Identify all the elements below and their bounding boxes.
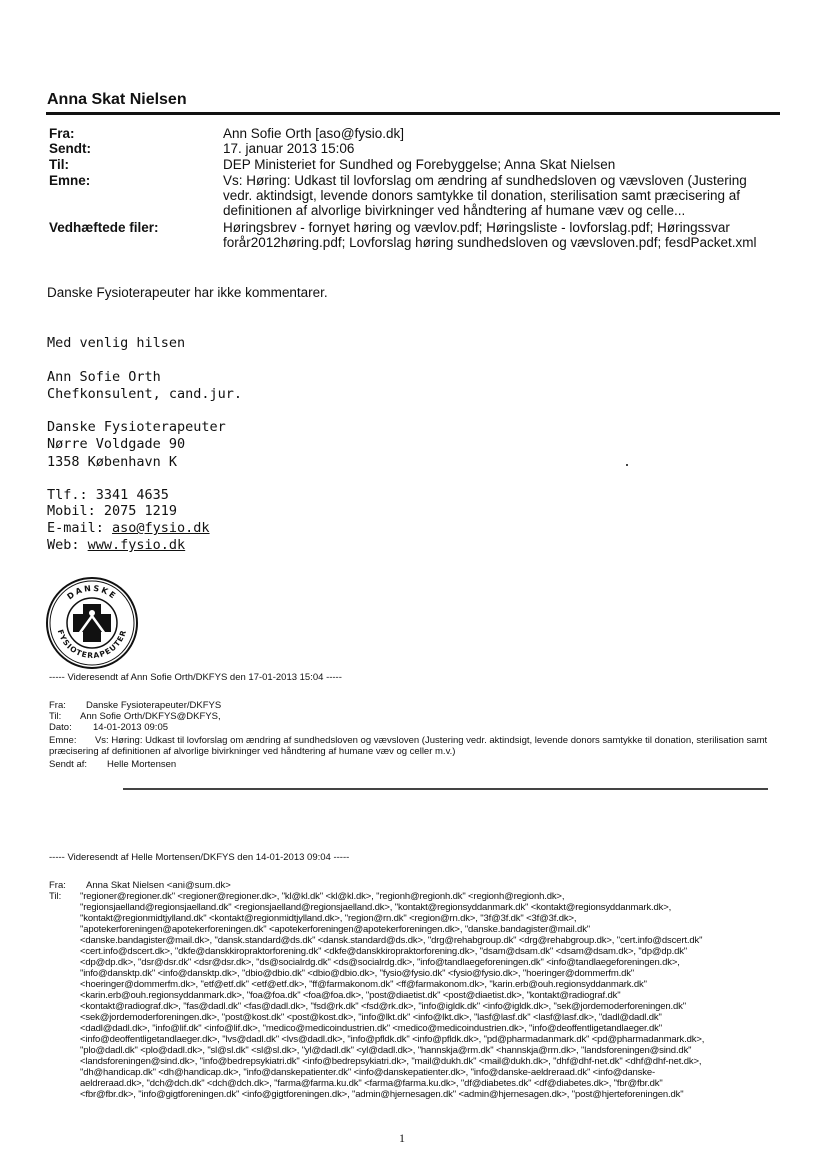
web-label: Web:: [47, 537, 88, 553]
forward1-sentby-label: Sendt af:: [49, 759, 88, 770]
forward2-from-label: Fra:: [49, 880, 66, 891]
org-name: Danske Fysioterapeuter: [47, 419, 226, 435]
mailbox-owner-name: Anna Skat Nielsen: [47, 91, 187, 108]
forward1-to-label: Til:: [49, 711, 62, 722]
org-city: 1358 København K: [47, 454, 178, 470]
sent-label: Sendt:: [49, 141, 91, 156]
signature-name: Ann Sofie Orth: [47, 369, 161, 385]
forward2-line: ----- Videresendt af Helle Mortensen/DKFYS den 14-01-2013 09:04 -----: [49, 852, 350, 863]
attachments-value: Høringsbrev - fornyet høring og vævlov.pdf; Høringsliste - lovforslag.pdf; Høringssvar forår2012høring.pdf; Lovforslag høring sundhedsloven og vævsloven.pdf; fesdPacket.xml: [223, 220, 757, 250]
org-street: Nørre Voldgade 90: [47, 436, 186, 452]
header-divider: [46, 112, 780, 115]
forward1-line: ----- Videresendt af Ann Sofie Orth/DKFYS den 17-01-2013 15:04 -----: [49, 672, 342, 683]
page-number: 1: [399, 1131, 405, 1145]
forward2-to-label: Til:: [49, 891, 62, 902]
forward1-to-value: Ann Sofie Orth/DKFYS@DKFYS,: [80, 711, 221, 722]
forward1-from-value: Danske Fysioterapeuter/DKFYS: [86, 700, 222, 711]
to-label: Til:: [49, 157, 69, 172]
forward2-recipients: "regioner@regioner.dk" <regioner@regioner.dk>, "kl@kl.dk" <kl@kl.dk>, "regionh@regionh.dk" <regionh@regionh.dk>, "regionsjaelland@regionsjaelland.dk" <regionsjaelland@regionsjaelland.dk>, "kontakt@regionsyddanmark.dk" <kontakt@regionsyddanmark.dk>, "kontakt@regionmidtjylland.dk" <kontakt@regionmidtjylland.dk>, "region@rn.dk" <region@rn.dk>, "3f@3f.dk" <3f@3f.dk>, "apotekerforeningen@apotekerforeningen.dk" <apotekerforeningen@apotekerforeningen.dk>, "danske.bandagister@mail.dk" <danske.bandagister@mail.dk>, "dansk.standard@ds.dk" <dansk.standard@ds.dk>, "drg@rehabgroup.dk" <drg@rehabgroup.dk>, "cert.info@dscert.dk" <cert.info@dscert.dk>, "dkfe@danskkiropraktorforening.dk" <dkfe@danskkiropraktorforening.dk>, "dsam@dsam.dk" <dsam@dsam.dk>, "dp@dp.dk" <dp@dp.dk>, "dsr@dsr.dk" <dsr@dsr.dk>, "ds@socialrdg.dk" <ds@socialrdg.dk>, "info@tandlaegeforeningen.dk" <info@tandlaegeforeningen.dk>, "info@dansktp.dk" <info@dansktp.dk>, "dbio@dbio.dk" <dbio@dbio.dk>, "fysio@fysio.dk" <fysio@fysio.dk>, "hoeringer@dommerfm.dk" <hoeringer@dommerfm.dk>, "etf@etf.dk" <etf@etf.dk>, "ff@farmakonom.dk" <ff@farmakonom.dk>, "karin.erb@ouh.regionsyddanmark.dk" <karin.erb@ouh.regionsyddanmark.dk>, "foa@foa.dk" <foa@foa.dk>, "post@diaetist.dk" <post@diaetist.dk>, "kontakt@radiograf.dk" <kontakt@radiograf.dk>, "fas@dadl.dk" <fas@dadl.dk>, "fsd@rk.dk" <fsd@rk.dk>, "info@igldk.dk" <info@igldk.dk>, "sek@jordemoderforeningen.dk" <sek@jordemoderforeningen.dk>, "post@kost.dk" <post@kost.dk>, "info@lkt.dk" <info@lkt.dk>, "lasf@lasf.dk" <lasf@lasf.dk>, "dadl@dadl.dk" <dadl@dadl.dk>, "info@lif.dk" <info@lif.dk>, "medico@medicoindustrien.dk" <medico@medicoindustrien.dk>, "info@deoffentligetandlaeger.dk" <info@deoffentligetandlaeger.dk>, "lvs@dadl.dk" <lvs@dadl.dk>, "info@pfldk.dk" <info@pfldk.dk>, "pd@pharmadanmark.dk" <pd@pharmadanmark.dk>, "plo@dadl.dk" <plo@dadl.dk>, "sl@sl.dk" <sl@sl.dk>, "yl@dadl.dk" <yl@dadl.dk>, "hannskja@rm.dk" <hannskja@rm.dk>, "landsforeningen@sind.dk" <landsforeningen@sind.dk>, "info@bedrepsykiatri.dk" <info@bedrepsykiatri.dk>, "mail@dukh.dk" <mail@dukh.dk>, "dhf@dhf-net.dk" <dhf@dhf-net.dk>, "dh@handicap.dk" <dh@handicap.dk>, "info@danskepatienter.dk" <info@danskepatienter.dk>, "info@danske-aeldreraad.dk" <info@danske- aeldreraad.dk>, "dch@dch.dk" <dch@dch.dk>, "farma@farma.ku.dk" <farma@farma.ku.dk>, "df@diabetes.dk" <df@diabetes.dk>, "fbr@fbr.dk" <fbr@fbr.dk>, "info@gigtforeningen.dk" <info@gigtforeningen.dk>, "admin@hjernesagen.dk" <admin@hjernesagen.dk>, "post@hjerteforeningen.dk": [80, 891, 705, 1100]
phone-line: Tlf.: 3341 4635: [47, 487, 169, 503]
forward1-subject-label: Emne:: [49, 735, 77, 746]
forward1-from-label: Fra:: [49, 700, 66, 711]
email-link[interactable]: aso@fysio.dk: [112, 520, 210, 536]
danske-fysioterapeuter-logo: [45, 576, 139, 670]
logo-top-text: DANSKE: [65, 583, 119, 602]
forward1-subject: [49, 735, 769, 757]
greeting: Med venlig hilsen: [47, 335, 186, 351]
forward1-date-label: Dato:: [49, 722, 72, 733]
signature-title: Chefkonsulent, cand.jur.: [47, 386, 243, 402]
from-label: Fra:: [49, 126, 75, 141]
forward1-divider: [123, 788, 768, 790]
forward1-date-value: 14-01-2013 09:05: [93, 722, 169, 733]
logo-bottom-text: FYSIOTERAPEUTER: [55, 628, 129, 661]
speck: [626, 464, 628, 466]
mobile-line: Mobil: 2075 1219: [47, 503, 178, 519]
attachments-label: Vedhæftede filer:: [49, 220, 159, 235]
web-link[interactable]: www.fysio.dk: [87, 537, 186, 553]
forward2-from-value: Anna Skat Nielsen <ani@sum.dk>: [86, 880, 231, 891]
sent-value: 17. januar 2013 15:06: [223, 141, 355, 156]
forward1-sentby-value: Helle Mortensen: [107, 759, 177, 770]
email-line: [47, 520, 210, 536]
email-label: E-mail:: [47, 520, 113, 536]
subject-value: Vs: Høring: Udkast til lovforslag om ændring af sundhedsloven og vævsloven (Justering vedr. aktindsigt, levende donors samtykke til donation, sterilisation samt præcisering af definitionen af alvorlige bivirkninger ved håndtering af humane væv og celle...: [223, 173, 747, 218]
comment-text: Danske Fysioterapeuter har ikke kommentarer.: [47, 285, 328, 300]
to-value: DEP Ministeriet for Sundhed og Forebyggelse; Anna Skat Nielsen: [223, 157, 616, 172]
from-value: Ann Sofie Orth [aso@fysio.dk]: [223, 126, 405, 141]
web-line: [47, 537, 185, 553]
subject-label: Emne:: [49, 173, 91, 188]
forward1-subject-value: Vs: Høring: Udkast til lovforslag om ændring af sundhedsloven og vævsloven (Justering vedr. aktindsigt, levende donors samtykke til donation, sterilisation samt præcisering af definitionen af alvorlige bivirkninger ved håndtering af humane væv og celler m.v.): [49, 735, 768, 757]
